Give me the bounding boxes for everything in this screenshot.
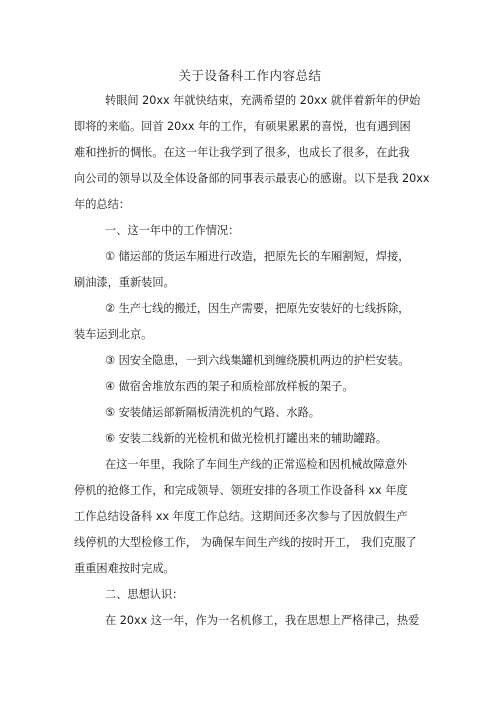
paragraph-line: 在这一年里，我除了车间生产线的正常巡检和因机械故障意外 [105,458,408,471]
list-item: ⑤ 安装储运部新隔板清洗机的气路、水路。 [105,406,320,419]
list-item: ④ 做宿舍堆放东西的架子和质检部放样板的架子。 [105,380,354,393]
section-heading: 二、思想认识： [105,588,184,601]
list-item-continuation: 装车运到北京。 [74,328,153,341]
list-item: ⑥ 安装二线新的光检机和做光检机打罐出来的辅助罐路。 [105,432,388,445]
list-item: ① 储运部的货运车厢进行改造，把原先长的车厢割短，焊接， [105,250,410,263]
paragraph-line: 停机的抢修工作，和完成领导、领班安排的各项工作设备科 xx 年度 [74,484,408,497]
paragraph-line: 难和挫折的惆怅。在这一年让我学到了很多，也成长了很多，在此我 [74,146,410,159]
document-title: 关于设备科工作内容总结 [178,68,322,83]
paragraph-line: 工作总结设备科 xx 年度工作总结。这期间还多次参与了因放假生产 [74,510,408,523]
paragraph-line: 重重困难按时完成。 [74,562,175,575]
list-item: ③ 因安全隐患，一到六线集罐机到缠绕膜机两边的护栏安装。 [105,354,410,367]
list-item: ② 生产七线的搬迁，因生产需要，把原先安装好的七线拆除， [105,302,410,315]
paragraph-line: 即将的来临。回首 20xx 年的工作，有硕果累累的喜悦，也有遇到困 [74,120,411,133]
paragraph-line: 线停机的大型检修工作， 为确保车间生产线的按时开工， 我们克服了 [74,536,417,549]
section-heading: 一、这一年中的工作情况： [105,224,240,237]
paragraph-line: 向公司的领导以及全体设备部的同事表示最衷心的感谢。以下是我 20xx [74,172,430,185]
paragraph-line: 转眼间 20xx 年就快结束，充满希望的 20xx 就伴着新年的伊始 [105,94,421,107]
paragraph-line: 年的总结： [74,198,130,211]
paragraph-line: 在 20xx 这一年，作为一名机修工，我在思想上严格律己，热爱 [105,614,420,627]
list-item-continuation: 刷油漆，重新装回。 [74,276,175,289]
